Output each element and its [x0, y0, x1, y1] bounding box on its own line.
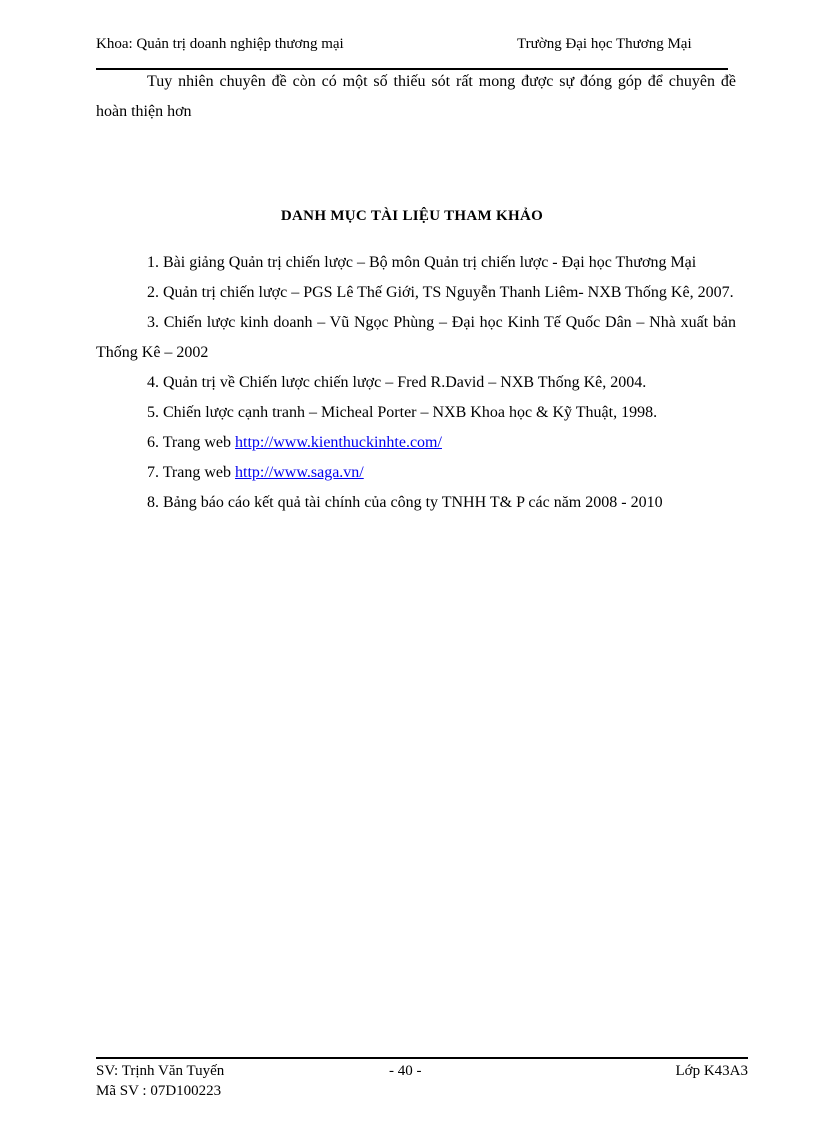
reference-item: 8. Bảng báo cáo kết quả tài chính của công ty TNHH T& P các năm 2008 - 2010	[147, 494, 663, 511]
page-header	[96, 36, 728, 58]
footer-divider	[96, 1057, 748, 1059]
intro-section	[96, 67, 736, 127]
reference-item: 2. Quản trị chiến lược – PGS Lê Thế Giới, TS Nguyễn Thanh Liêm- NXB Thống Kê, 2007.	[147, 284, 734, 301]
footer-class: Lớp K43A3	[675, 1063, 748, 1079]
reference-item: 5. Chiến lược cạnh tranh – Micheal Porter – NXB Khoa học & Kỹ Thuật, 1998.	[147, 404, 658, 421]
reference-prefix: 6. Trang web	[147, 434, 236, 451]
intro-paragraph: Tuy nhiên chuyên đề còn có một số thiếu sót rất mong được sự đóng góp để chuyên đề hoàn thiện hơn	[96, 73, 736, 120]
footer-page-number: - 40 -	[389, 1063, 422, 1079]
header-school: Trường Đại học Thương Mại	[517, 36, 692, 52]
header-faculty: Khoa: Quản trị doanh nghiệp thương mại	[96, 36, 344, 52]
reference-link-kienthuckinhte[interactable]: http://www.kienthuckinhte.com/	[235, 434, 442, 451]
reference-item-web	[96, 428, 736, 458]
references-list	[96, 248, 736, 518]
reference-link-saga[interactable]: http://www.saga.vn/	[235, 464, 364, 481]
references-heading: DANH MỤC TÀI LIỆU THAM KHẢO	[280, 208, 544, 224]
reference-item: 1. Bài giảng Quản trị chiến lược – Bộ môn Quản trị chiến lược - Đại học Thương Mại	[147, 254, 697, 271]
reference-item: 3. Chiến lược kinh doanh – Vũ Ngọc Phùng – Đại học Kinh Tế Quốc Dân – Nhà xuất bản Thống Kê – 2002	[96, 314, 736, 361]
reference-prefix: 7. Trang web	[147, 464, 236, 481]
reference-item-web	[96, 458, 736, 488]
footer-student-id: Mã SV : 07D100223	[96, 1083, 222, 1099]
reference-item: 4. Quản trị về Chiến lược chiến lược – Fred R.David – NXB Thống Kê, 2004.	[147, 374, 647, 391]
footer-student-name: SV: Trịnh Văn Tuyến	[96, 1063, 225, 1079]
